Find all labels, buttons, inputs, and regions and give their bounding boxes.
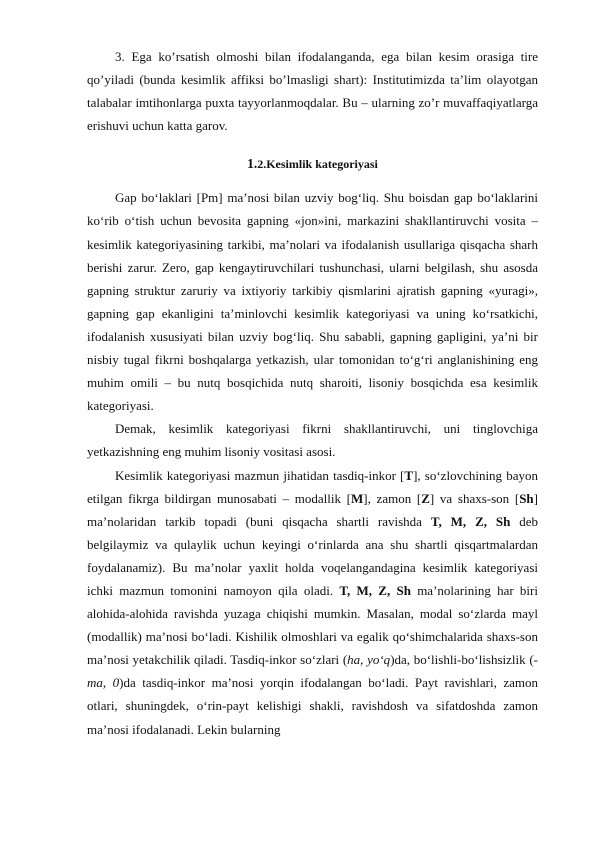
- paragraph-gap-bolaklari: Gap bo‘laklari [Pm] ma’nosi bilan uzviy bog‘liq. Shu boisdan gap bo‘laklarini ko‘rib o‘tish uchun bevosita gapning «jon»ini, markazini shakllantiruvchi vosita – kesimlik kategoriyasining tarkibi, ma’nolari va ifodalanish usullariga qisqacha sharh berishi zarur. Zero, gap kengaytiruvchilari tushunchasi, ularni belgilash, shu asosda gapning struktur zaruriy va ixtiyoriy tarkibiy qismlarini ajratish gapning «yuragi», gapning gap ekanligini ta’minlovchi kesimlik kategoriyasi va uning ko‘rsatkichi, ifodalanish xususiyati bilan uzviy bog‘liq. Shu sababli, gapning gapligini, ya’ni bir nisbiy tugal fikrni boshqalarga yetkazish, ular tomonidan to‘g‘ri anglanishining eng muhim omili – bu nutq bosqichida nutq sharoiti, lisoniy bosqichda esa kesimlik kategoriyasi.: [87, 190, 538, 414]
- text-run: ma’nolarining har biri alohida-alohida ravishda yuzaga chiqishi mumkin. Masalan, modal so‘zlarda mayl (modallik) ma’nosi bo‘ladi. Kishilik olmoshlari va egalik qo‘shimchalarida shaxs-son ma’nosi yetakchilik qiladi. Tasdiq-inkor so‘zlari (: [87, 582, 538, 668]
- text-run: ], so‘zlovchining bayon etilgan fikrga bildirgan munosabati – modallik [: [87, 467, 538, 506]
- paragraph-demak: Demak, kesimlik kategoriyasi fikrni shakllantiruvchi, uni tinglovchiga yetkazishning eng muhim lisoniy vositasi asosi.: [87, 421, 538, 460]
- paragraph-kesimlik-kategoriyasi: [87, 464, 538, 741]
- section-title: 2.Kesimlik kategoriyasi: [257, 157, 378, 172]
- bold-abbrev-t: T: [404, 467, 414, 483]
- italic-example: ha, yo‘q: [347, 652, 391, 668]
- text-run: )da, bo‘lishli-bo‘lishsizlik (: [390, 652, 534, 668]
- text-run: ], zamon [: [363, 490, 422, 506]
- section-heading: [87, 155, 538, 173]
- text-run: ] ma’nolaridan tarkib topadi (buni qisqacha shartli ravishda: [87, 490, 538, 529]
- text-run: Kesimlik kategoriyasi mazmun jihatidan tasdiq-inkor [: [115, 467, 405, 483]
- bold-abbrev-z: Z: [421, 490, 430, 506]
- bold-abbrev-sh: Sh: [519, 490, 534, 506]
- text-run: )da tasdiq-inkor ma’nosi yorqin ifodalangan bo‘ladi. Payt ravishlari, zamon otlari, shuningdek, o‘rin-payt kelishigi shakli, ravishdosh va sifatdoshda zamon ma’nosi ifodalanadi. Lekin bularning: [87, 675, 538, 737]
- text-run: deb belgilaymiz va qulaylik uchun keyingi o‘rinlarda ana shu shartli qisqartmalardan foydalanamiz). Bu ma’nolar yaxlit holda voqelangandagina kesimlik kategoriyasi ichki mazmun tomonini namoyon qila oladi.: [87, 513, 539, 598]
- paragraph-dash-rule: 3. Ega ko’rsatish olmoshi bilan ifodalanganda, ega bilan kesim orasiga tire qo’yiladi (bunda kesimlik affiksi bo’lmasligi shart): Institutimizda ta’lim olayotgan talabalar imtihonlarga puxta tayyorlanmoqdalar. Bu – ularning zo’r muvaffaqiyatlarga erishuvi uchun katta garov.: [87, 49, 538, 134]
- italic-example: -ma, 0: [87, 652, 538, 691]
- bold-abbrev-list: T, M, Z, Sh: [430, 513, 511, 529]
- bold-abbrev-list: T, M, Z, Sh: [339, 582, 411, 598]
- section-number: 1.: [247, 156, 258, 172]
- bold-abbrev-m: M: [351, 490, 364, 506]
- text-run: ] va shaxs-son [: [429, 490, 520, 506]
